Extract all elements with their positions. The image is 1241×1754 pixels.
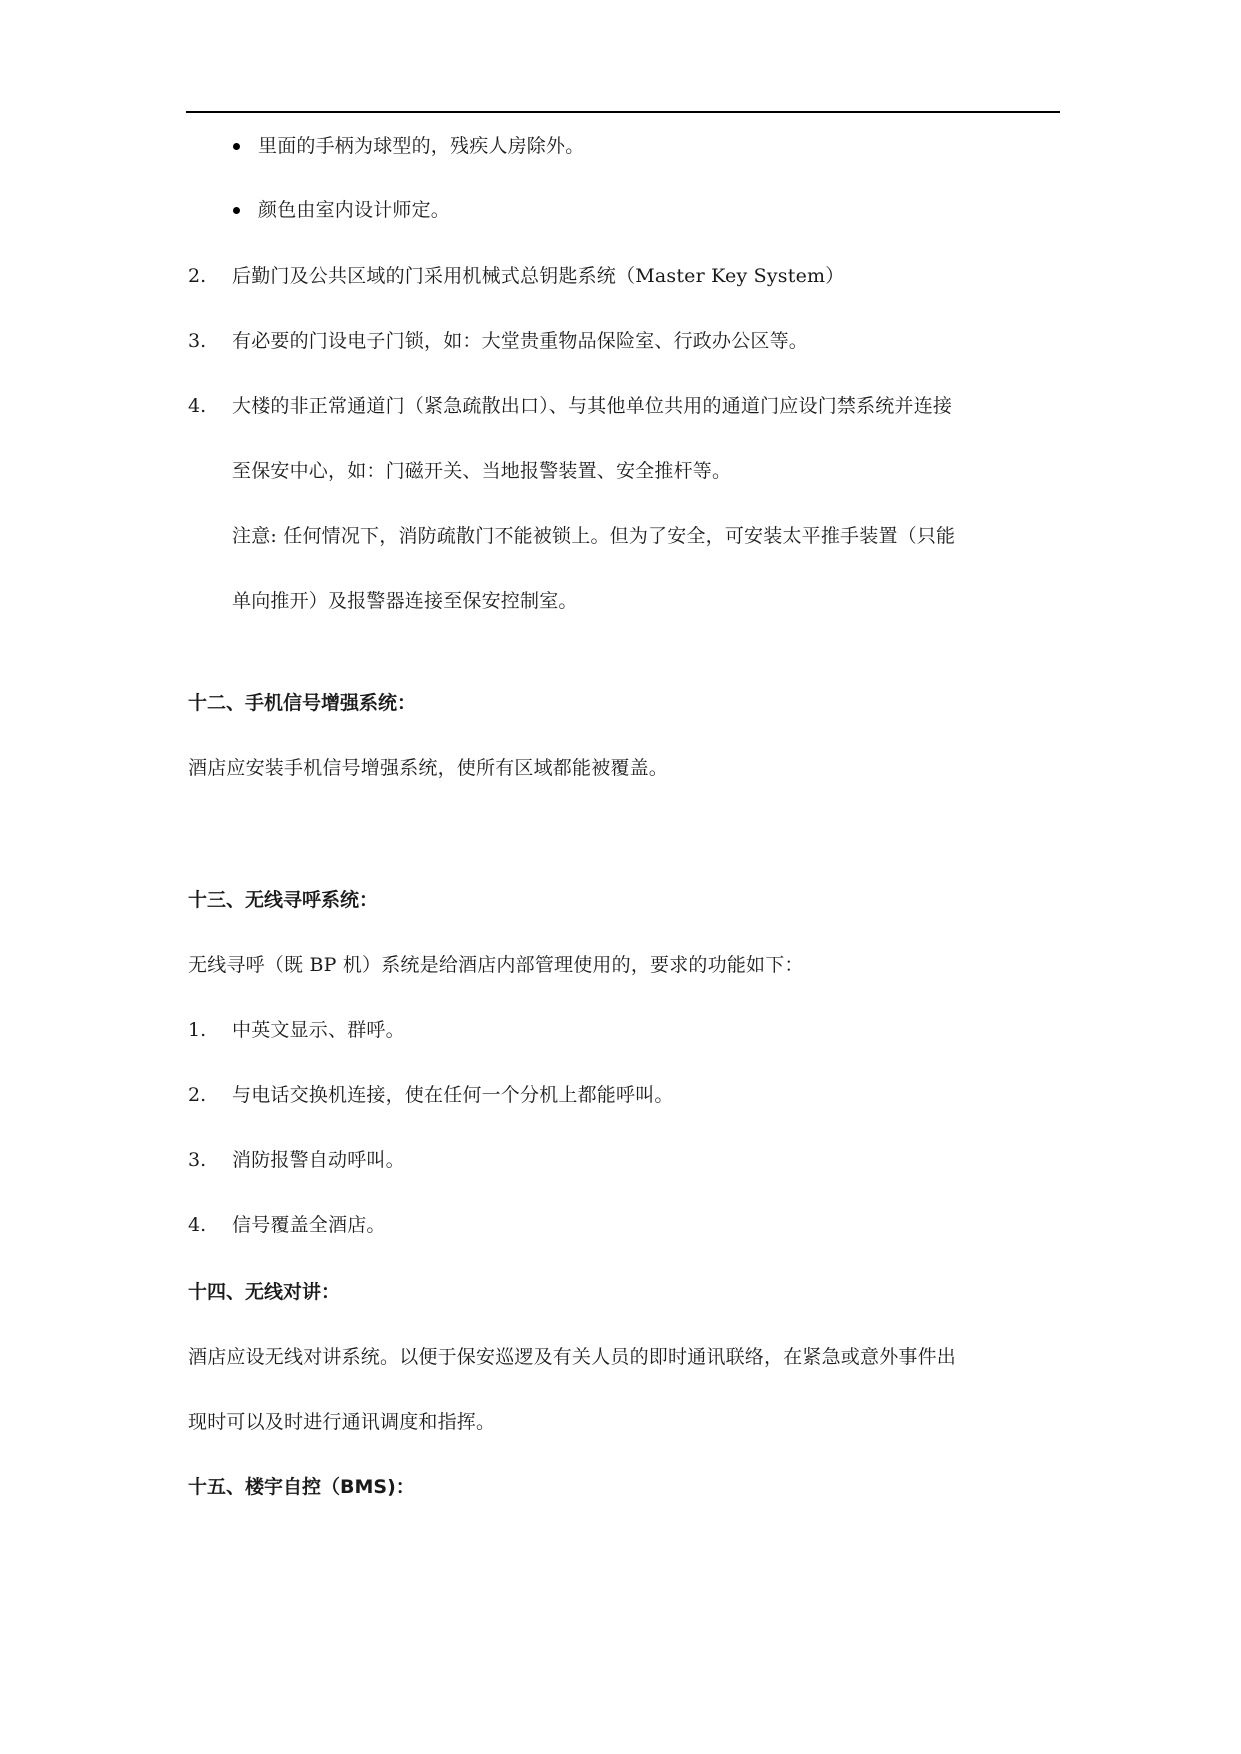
list-item-continuation: 至保安中心，如：门磁开关、当地报警装置、安全推杆等。 (232, 460, 732, 482)
paragraph: 现时可以及时进行通讯调度和指挥。 (188, 1411, 496, 1433)
list-item-text: 有必要的门设电子门锁，如：大堂贵重物品保险室、行政办公区等。 (232, 330, 809, 352)
list-item-text: 与电话交换机连接，使在任何一个分机上都能呼叫。 (232, 1084, 674, 1106)
paragraph: 酒店应安装手机信号增强系统，使所有区域都能被覆盖。 (188, 757, 669, 779)
list-number: 2. (188, 265, 207, 287)
bullet-icon (233, 207, 240, 214)
paragraph: 酒店应设无线对讲系统。以便于保安巡逻及有关人员的即时通讯联络，在紧急或意外事件出 (188, 1346, 957, 1368)
section-heading: 十三、无线寻呼系统： (188, 889, 379, 911)
section-heading: 十四、无线对讲： (188, 1281, 341, 1303)
bullet-icon (233, 143, 240, 150)
list-item-text: 中英文显示、群呼。 (232, 1019, 405, 1041)
bullet-text: 里面的手柄为球型的，残疾人房除外。 (258, 135, 585, 157)
list-item-text: 大楼的非正常通道门（紧急疏散出口）、与其他单位共用的通道门应设门禁系统并连接 (232, 395, 953, 417)
list-number: 4. (188, 1214, 207, 1236)
list-number: 2. (188, 1084, 207, 1106)
list-number: 3. (188, 1149, 207, 1171)
list-number: 1. (188, 1019, 207, 1041)
list-item-text: 信号覆盖全酒店。 (232, 1214, 386, 1236)
list-number: 3. (188, 330, 207, 352)
list-number: 4. (188, 395, 207, 417)
header-rule (186, 111, 1060, 113)
bullet-text: 颜色由室内设计师定。 (258, 199, 451, 221)
note-line: 注意: 任何情况下，消防疏散门不能被锁上。但为了安全，可安装太平推手装置（只能 (232, 525, 956, 547)
list-item-text: 消防报警自动呼叫。 (232, 1149, 405, 1171)
section-heading: 十二、手机信号增强系统： (188, 692, 417, 714)
paragraph: 无线寻呼（既 BP 机）系统是给酒店内部管理使用的，要求的功能如下： (188, 954, 804, 976)
list-item-text: 后勤门及公共区域的门采用机械式总钥匙系统（Master Key System） (232, 265, 845, 287)
section-heading: 十五、楼宇自控（BMS)： (188, 1476, 415, 1498)
note-line: 单向推开）及报警器连接至保安控制室。 (232, 590, 578, 612)
